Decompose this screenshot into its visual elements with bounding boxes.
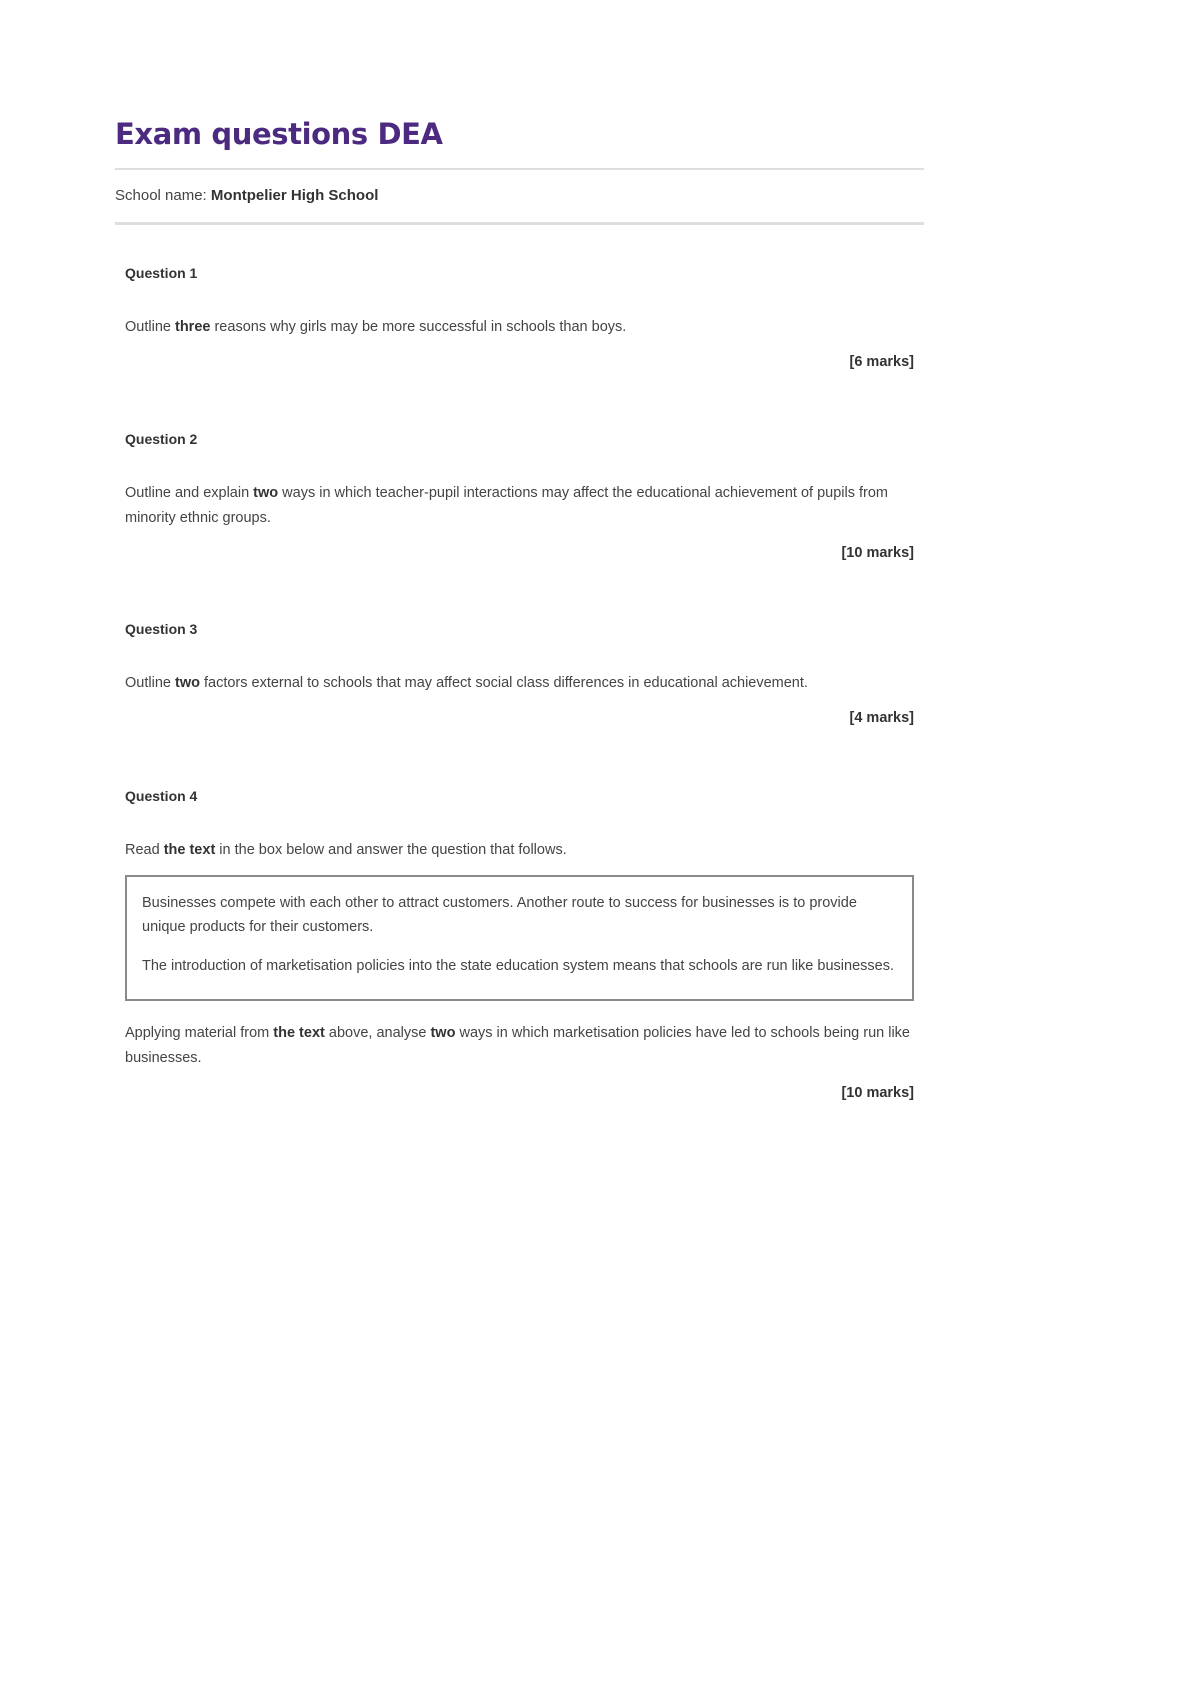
question-text-part: above, analyse — [324, 1025, 431, 1041]
question-heading: Question 3 — [125, 621, 198, 637]
question-marks: [4 marks] — [849, 710, 914, 726]
school-name-label: School name: — [115, 187, 207, 204]
question-intro — [125, 838, 914, 863]
question-4 — [125, 786, 914, 1103]
question-text — [125, 481, 914, 531]
question-text-emphasis: the text — [273, 1025, 325, 1041]
question-text-part: in the box below and answer the question that follows. — [215, 842, 567, 858]
source-text-box — [125, 875, 914, 1001]
question-text-emphasis: two — [174, 675, 200, 691]
exam-page — [115, 108, 924, 1103]
page-title: Exam questions DEA — [115, 117, 443, 151]
question-marks: [10 marks] — [841, 545, 914, 561]
question-text-part: reasons why girls may be more successful in schools than boys. — [210, 319, 627, 335]
question-text-part: ways in which teacher-pupil interactions may affect the educational achievement of pupils from minority ethnic groups. — [125, 485, 888, 526]
question-heading: Question 1 — [125, 265, 198, 281]
question-text-part: Outline — [125, 675, 175, 691]
question-text-emphasis: three — [174, 319, 211, 335]
school-name-row — [115, 170, 924, 222]
question-2 — [125, 429, 914, 619]
question-text — [125, 1021, 914, 1071]
header-divider — [115, 222, 924, 225]
question-text-part: Read — [125, 842, 164, 858]
question-text-part: Outline and explain — [125, 485, 254, 501]
question-text-part: Applying material from — [125, 1025, 274, 1041]
question-3 — [125, 619, 914, 786]
question-text-part: ways in which marketisation policies have led to schools being run like businesses. — [125, 1025, 910, 1066]
question-text-emphasis: the text — [163, 842, 216, 858]
school-name-value: Montpelier High School — [210, 187, 379, 204]
question-heading: Question 4 — [125, 788, 198, 804]
question-marks: [6 marks] — [849, 354, 914, 370]
question-marks: [10 marks] — [841, 1085, 914, 1101]
question-text-part: factors external to schools that may affect social class differences in educational achievement. — [199, 675, 808, 691]
questions-list — [115, 263, 924, 1103]
source-paragraph: The introduction of marketisation policies into the state education system means that schools are run like businesses. — [142, 958, 894, 974]
question-heading: Question 2 — [125, 431, 198, 447]
question-text-emphasis: two — [253, 485, 279, 501]
question-text — [125, 671, 914, 696]
question-text — [125, 315, 914, 340]
question-text-emphasis: two — [430, 1025, 456, 1041]
question-text-part: Outline — [125, 319, 175, 335]
question-1 — [125, 263, 914, 429]
source-paragraph: Businesses compete with each other to attract customers. Another route to success for businesses is to provide unique products for their customers. — [142, 895, 857, 935]
